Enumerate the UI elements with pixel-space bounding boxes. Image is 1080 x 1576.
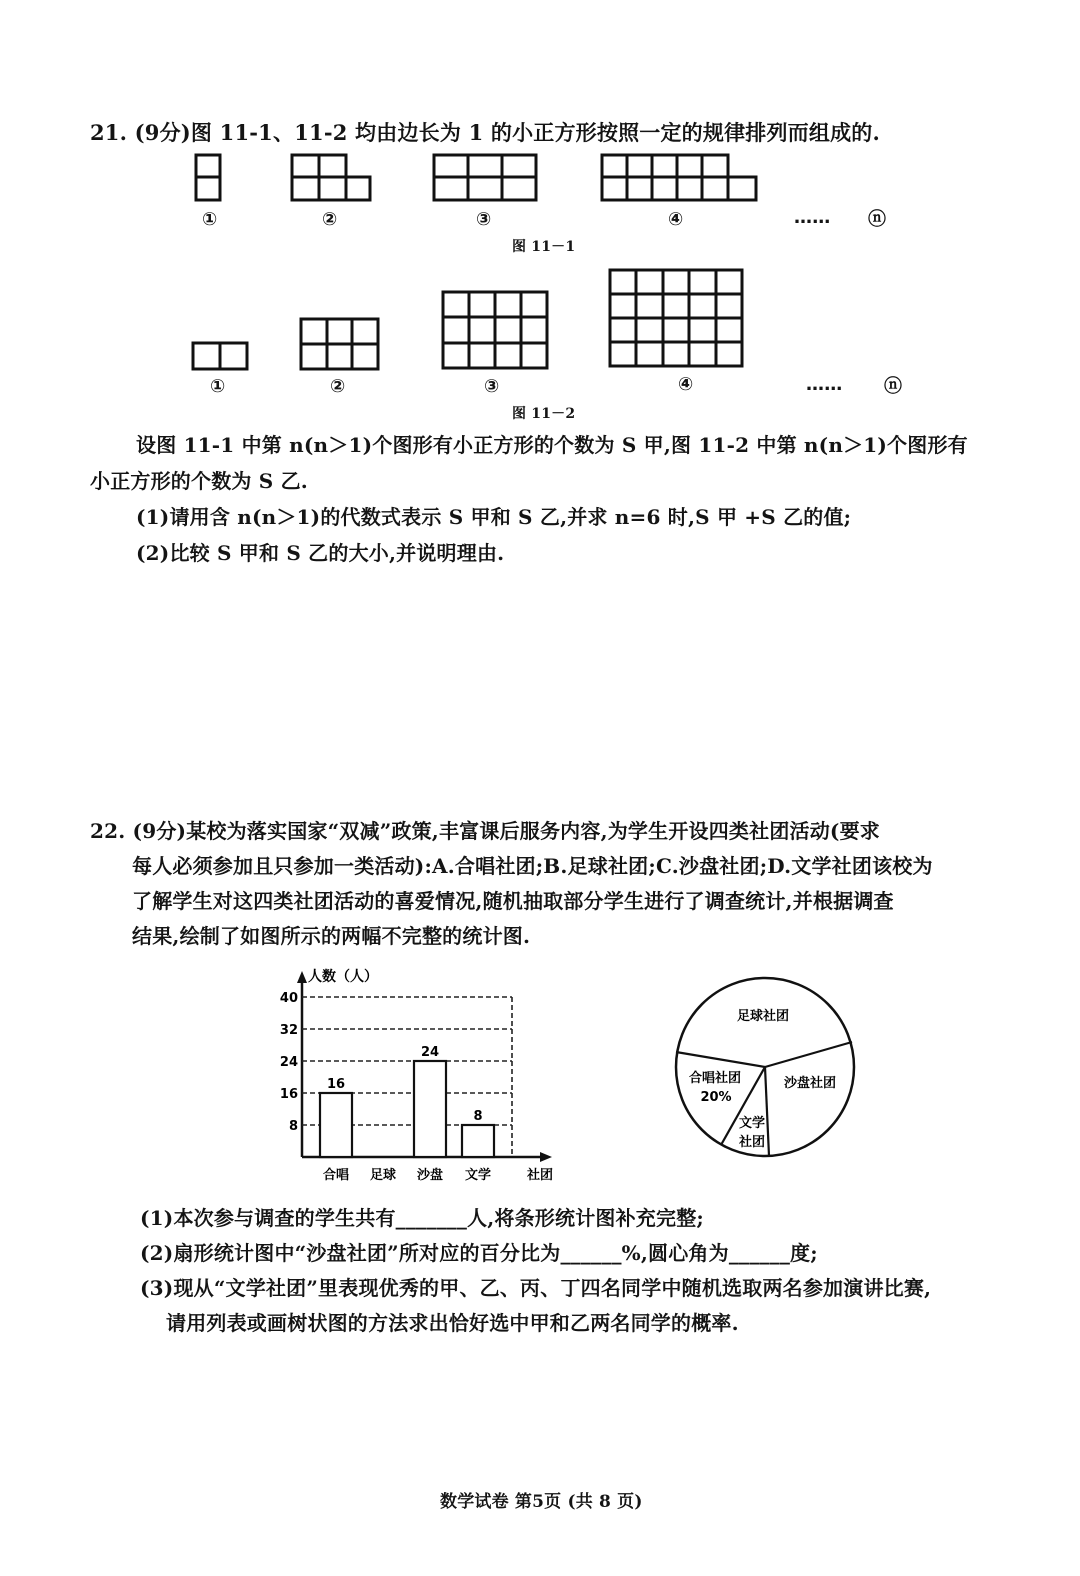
- fig2-label-4: ④: [678, 374, 694, 395]
- q22-q3-line1: (3)现从“文学社团”里表现优秀的甲、乙、丙、丁四名同学中随机选取两名参加演讲比赛,: [140, 1276, 932, 1300]
- y-tick-label: 40: [279, 991, 298, 1006]
- fig2-label-n: ⓝ: [884, 376, 903, 397]
- x-tick-label: 文学: [464, 1168, 492, 1183]
- x-axis-label: 社团: [526, 1168, 554, 1183]
- pie-label-choir: 合唱社团: [688, 1071, 742, 1086]
- fig2-label-3: ③: [484, 376, 500, 397]
- bar-value-label: 24: [420, 1045, 440, 1060]
- y-tick-label: 24: [279, 1055, 298, 1070]
- y-tick-label: 32: [279, 1023, 298, 1038]
- y-tick-label: 16: [279, 1087, 298, 1102]
- page-footer: 数学试卷 第5页 (共 8 页): [440, 1492, 643, 1512]
- fig2-label-1: ①: [210, 376, 226, 397]
- q22-q2: (2)扇形统计图中“沙盘社团”所对应的百分比为______%,圆心角为______度;: [140, 1241, 818, 1265]
- fig1-label-1: ①: [202, 209, 218, 230]
- fig2-caption: 图 11－2: [512, 406, 576, 422]
- fig1-ellipsis: ……: [794, 207, 831, 228]
- q21-part2: (2)比较 S 甲和 S 乙的大小,并说明理由.: [136, 541, 505, 565]
- q22-line4: 结果,绘制了如图所示的两幅不完整的统计图.: [132, 924, 531, 948]
- bar-value-label: 8: [473, 1109, 483, 1124]
- fig1-label-2: ②: [322, 209, 338, 230]
- q22-q1: (1)本次参与调查的学生共有_______人,将条形统计图补充完整;: [140, 1206, 704, 1230]
- x-tick-label: 合唱: [322, 1168, 350, 1183]
- q22-line1: 22. (9分)某校为落实国家“双减”政策,丰富课后服务内容,为学生开设四类社团活动(要求: [90, 819, 880, 843]
- y-tick-label: 8: [288, 1119, 298, 1134]
- q21-setup-line1: 设图 11-1 中第 n(n＞1)个图形有小正方形的个数为 S 甲,图 11-2 中第 n(n＞1)个图形有: [136, 433, 968, 457]
- q21-setup-line2: 小正方形的个数为 S 乙.: [90, 469, 308, 493]
- fig1-caption: 图 11－1: [512, 239, 576, 255]
- q21-part1: (1)请用含 n(n＞1)的代数式表示 S 甲和 S 乙,并求 n=6 时,S 甲 +S 乙的值;: [136, 505, 852, 529]
- fig2-ellipsis: ……: [806, 374, 843, 395]
- fig1-label-n: ⓝ: [868, 209, 887, 230]
- fig1-label-3: ③: [476, 209, 492, 230]
- pie-label-literature-1: 文学: [738, 1116, 766, 1131]
- fig1-label-4: ④: [668, 209, 684, 230]
- fig2-label-2: ②: [330, 376, 346, 397]
- pie-label-literature-2: 社团: [738, 1135, 766, 1150]
- q22-q3-line2: 请用列表或画树状图的方法求出恰好选中甲和乙两名同学的概率.: [166, 1311, 739, 1335]
- q21-intro: 21. (9分)图 11-1、11-2 均由边长为 1 的小正方形按照一定的规律排列而组成的.: [90, 120, 880, 145]
- pie-label-sandtable: 沙盘社团: [783, 1076, 837, 1091]
- bar-value-label: 16: [326, 1077, 346, 1092]
- pie-label-football: 足球社团: [736, 1009, 790, 1024]
- q22-line3: 了解学生对这四类社团活动的喜爱情况,随机抽取部分学生进行了调查统计,并根据调查: [132, 889, 894, 913]
- x-tick-label: 沙盘: [416, 1168, 444, 1183]
- q22-line2: 每人必须参加且只参加一类活动):A.合唱社团;B.足球社团;C.沙盘社团;D.文学社团该校为: [132, 854, 933, 878]
- x-tick-label: 足球: [369, 1168, 397, 1183]
- pie-label-choir-pct: 20%: [700, 1090, 732, 1105]
- y-axis-label: 人数（人）: [308, 969, 378, 985]
